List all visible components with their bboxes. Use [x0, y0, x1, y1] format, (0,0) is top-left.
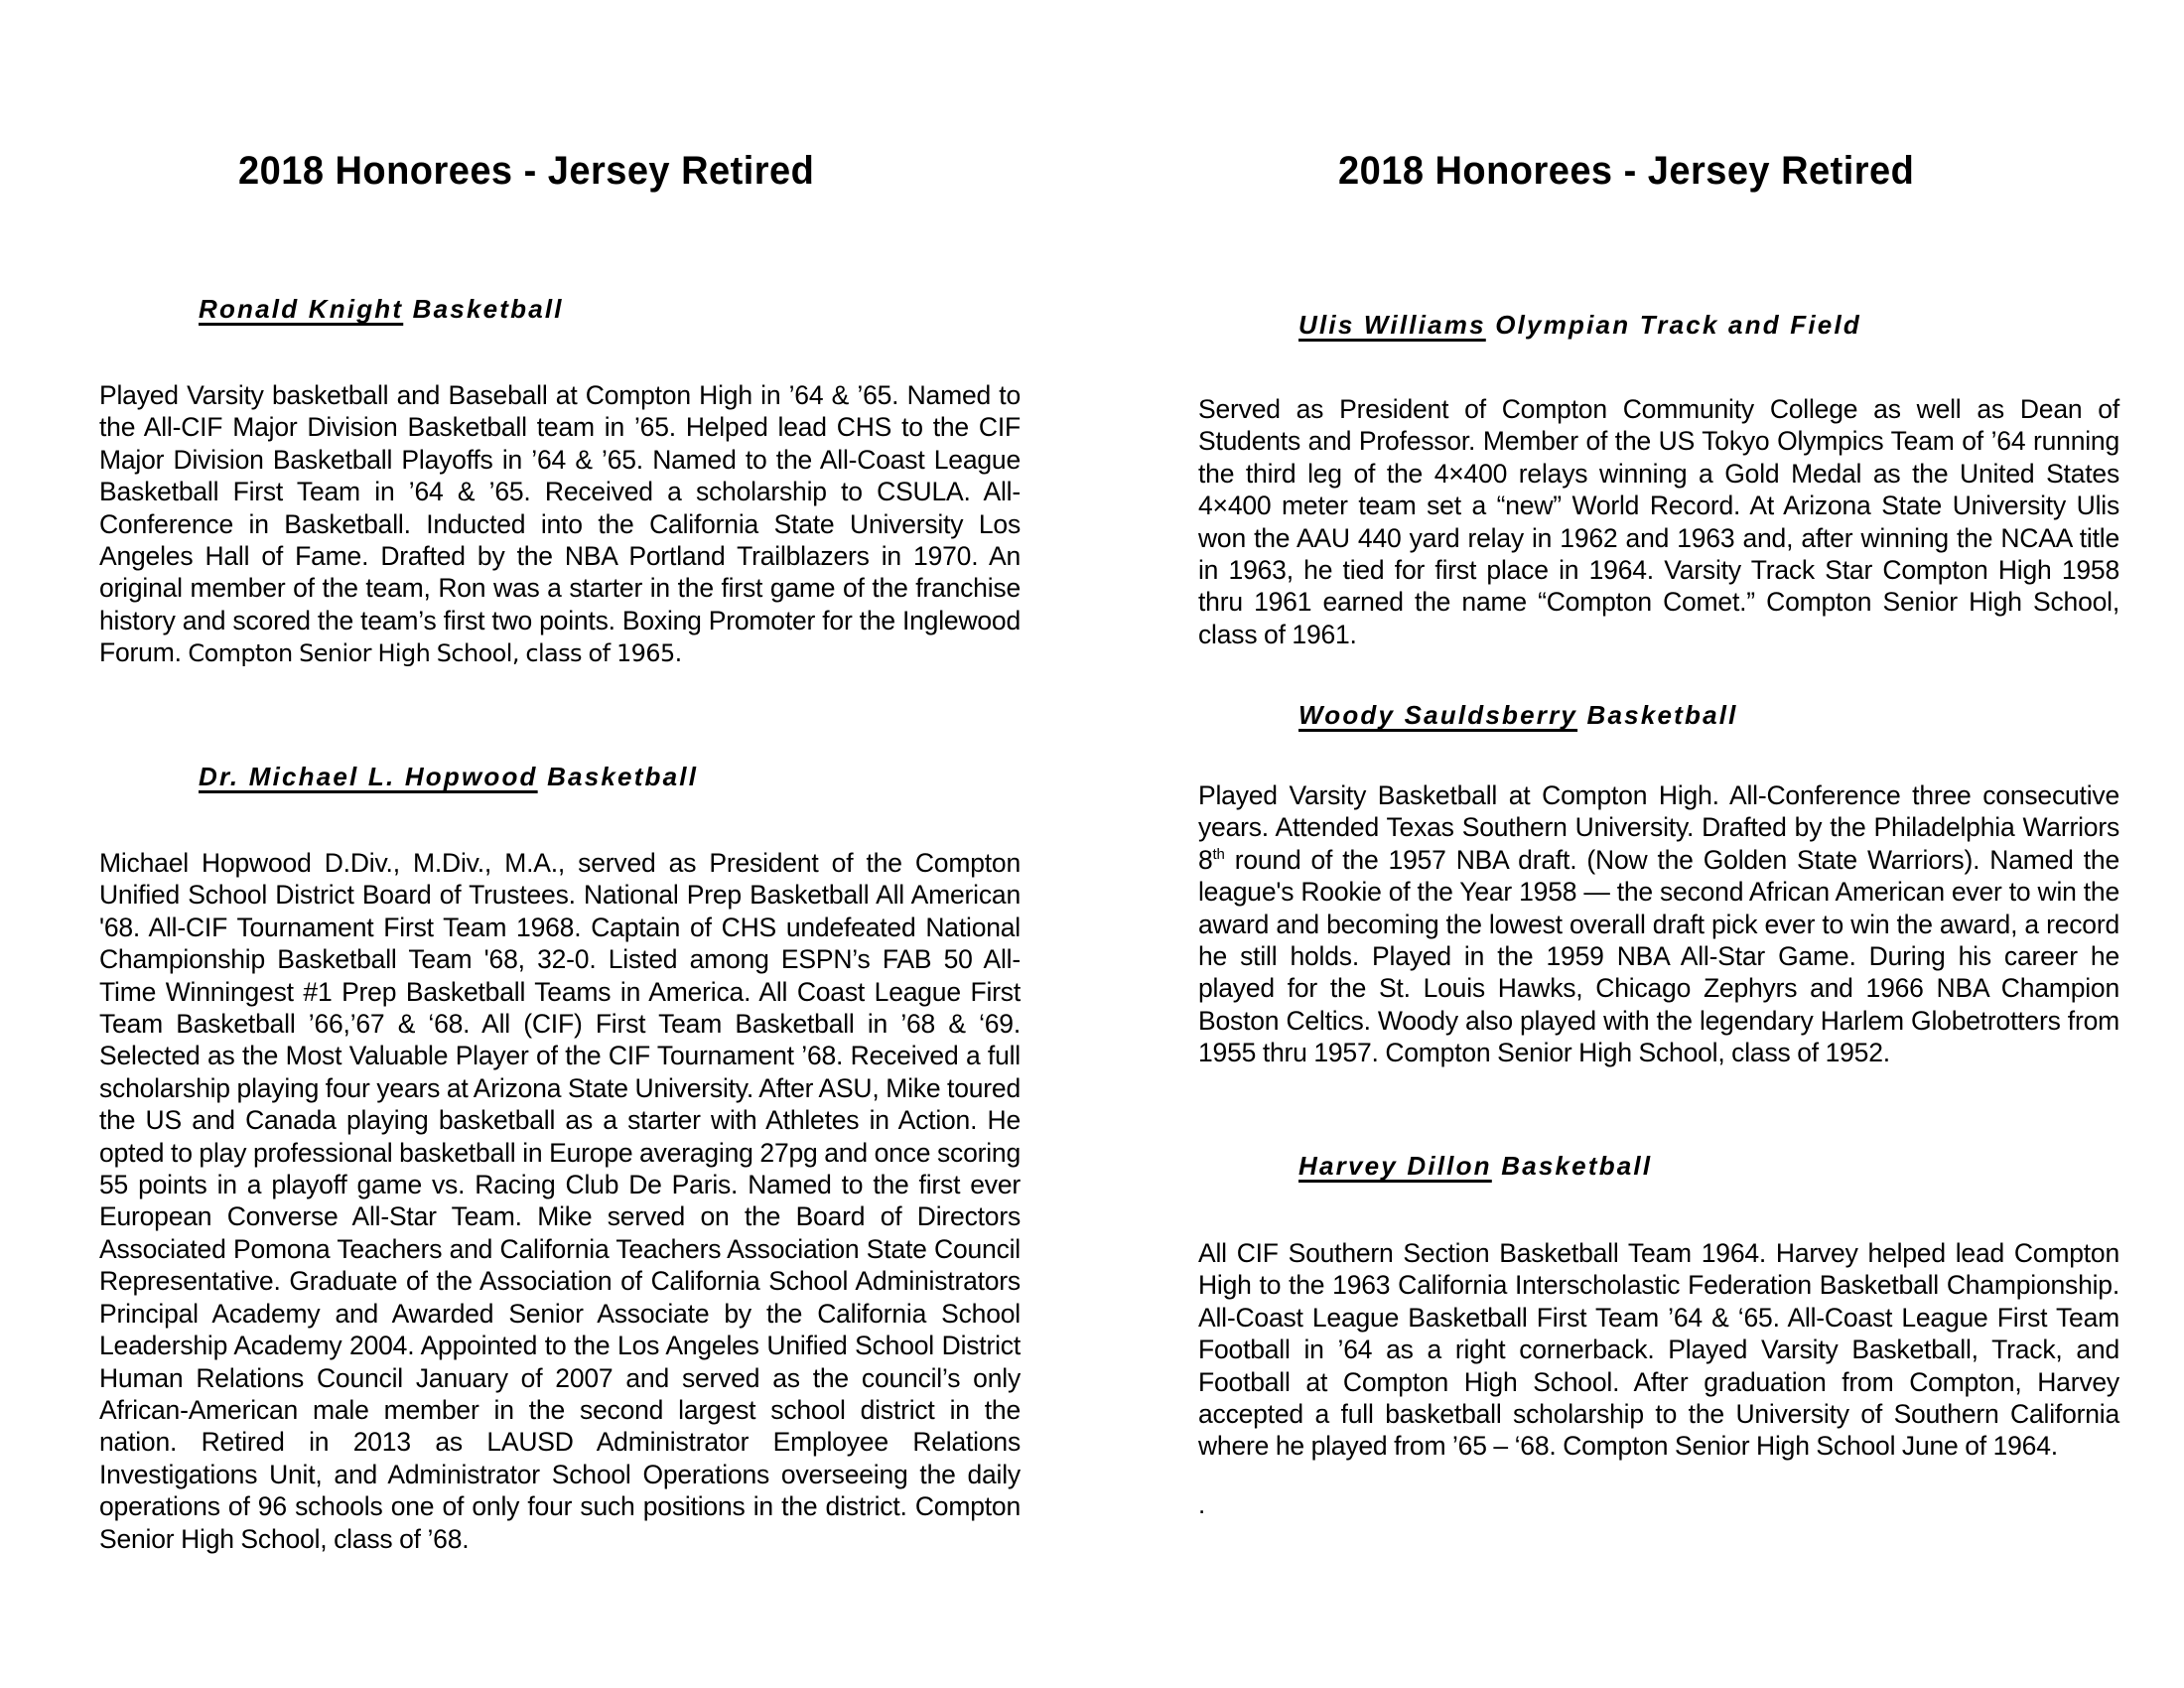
- honoree-heading: [1298, 1151, 1652, 1182]
- honoree-sport: Basketball: [1586, 700, 1738, 730]
- honoree-bio: [99, 847, 1021, 1555]
- bio-text: Served as President of Compton Community College as well as Dean of Students and Professor. Member of the US Tokyo Olympics Team of ’64 running the third leg of the 4×400 relays winning a Gold Medal as the United States 4×400 meter team set a “new” World Record. At Arizona State University Ulis won the AAU 440 yard relay in 1962 and 1963 and, after winning the NCAA title in 1963, he tied for first place in 1964. Varsity Track Star Compton High 1958 thru 1961 earned the name “Compton Comet.” Compton Senior High School, class of 1961.: [1198, 394, 2119, 649]
- honoree-sport: Basketball: [1501, 1151, 1653, 1181]
- honoree-bio: [1198, 393, 2119, 650]
- honoree-bio: [99, 379, 1021, 670]
- bio-text: Played Varsity Basketball at Compton High. All-Conference three consecutive years. Attended Texas Southern University. Drafted by the Philadelphia Warriors 8: [1198, 780, 2119, 875]
- bio-text: Played Varsity basketball and Baseball at Compton High in ’64 & ’65. Named to the All-CIF Major Division Basketball team in ’65. Helped lead CHS to the CIF Major Division Basketball Playoffs in ’64 & ’65. Named to the All-Coast League Basketball First Team in ’64 & ’65. Received a scholarship to CSULA. All-Conference in Basketball. Inducted into the California State University Los Angeles Hall of Fame. Drafted by the NBA Portland Trailblazers in 1970. An original member of the team, Ron was a starter in the first game of the franchise history and scored the team’s first two points. Boxing Promoter for the Inglewood Forum.: [99, 380, 1021, 668]
- ordinal-suffix: th: [1212, 845, 1225, 863]
- honoree-sport: Basketball: [412, 294, 564, 324]
- bio-text: All CIF Southern Section Basketball Team 1964. Harvey helped lead Compton High to the 1963 California Interscholastic Federation Basketball Championship. All-Coast League Basketball First Team ’64 & ‘65. All-Coast League First Team Football in ’64 as a right cornerback. Played Varsity Basketball, Track, and Football at Compton High School. After graduation from Compton, Harvey accepted a full basketball scholarship to the University of Southern California where he played from ’65 – ‘68. Compton Senior High School June of 1964.: [1198, 1238, 2119, 1462]
- honoree-heading: [1298, 310, 1861, 341]
- bio-class-year: Compton Senior High School, class of 1965.: [188, 639, 682, 668]
- trailing-period: .: [1198, 1489, 1206, 1519]
- honoree-name: Ulis Williams: [1298, 310, 1486, 340]
- honoree-name: Woody Sauldsberry: [1298, 700, 1578, 730]
- bio-text-continued: round of the 1957 NBA draft. (Now the Golden State Warriors). Named the league's Rookie of the Year 1958 — the second African American ever to win the award and becoming the lowest overall draft pick ever to win the award, a record he still holds. Played in the 1959 NBA All-Star Game. During his career he played for the St. Louis Hawks, Chicago Zephyrs and 1966 NBA Champion Boston Celtics. Woody also played with the legendary Harlem Globetrotters from 1955 thru 1957. Compton Senior High School, class of 1952.: [1198, 844, 2119, 1068]
- page-title: 2018 Honorees - Jersey Retired: [238, 149, 815, 193]
- honoree-name: Dr. Michael L. Hopwood: [199, 762, 538, 791]
- honoree-heading: [1298, 700, 1738, 731]
- page-title: 2018 Honorees - Jersey Retired: [1338, 149, 1915, 193]
- honoree-sport: Olympian Track and Field: [1495, 310, 1861, 340]
- honoree-heading: [199, 294, 564, 325]
- honoree-bio: [1198, 1237, 2119, 1463]
- bio-text: Michael Hopwood D.Div., M.Div., M.A., served as President of the Compton Unified School District Board of Trustees. National Prep Basketball All American '68. All-CIF Tournament First Team 1968. Captain of CHS undefeated National Championship Basketball Team '68, 32-0. Listed among ESPN’s FAB 50 All-Time Winningest #1 Prep Basketball Teams in America. All Coast League First Team Basketball ’66,’67 & ‘68. All (CIF) First Team Basketball in ’68 & ‘69. Selected as the Most Valuable Player of the CIF Tournament ’68. Received a full scholarship playing four years at Arizona State University. After ASU, Mike toured the US and Canada playing basketball as a starter with Athletes in Action. He opted to play professional basketball in Europe averaging 27pg and once scoring 55 points in a playoff game vs. Racing Club De Paris. Named to the first ever European Converse All-Star Team. Mike served on the Board of Directors Associated Pomona Teachers and California Teachers Association State Council Representative. Graduate of the Association of California School Administrators Principal Academy and Awarded Senior Associate by the California School Leadership Academy 2004. Appointed to the Los Angeles Unified School District Human Relations Council January of 2007 and served as the council’s only African-American male member in the second largest school district in the nation. Retired in 2013 as LAUSD Administrator Employee Relations Investigations Unit, and Administrator School Operations overseeing the daily operations of 96 schools one of only four such positions in the district. Compton Senior High School, class of ’68.: [99, 848, 1021, 1554]
- honoree-sport: Basketball: [547, 762, 699, 791]
- honoree-bio: [1198, 779, 2119, 1069]
- honoree-name: Harvey Dillon: [1298, 1151, 1492, 1181]
- honoree-name: Ronald Knight: [199, 294, 404, 324]
- honoree-heading: [199, 762, 698, 792]
